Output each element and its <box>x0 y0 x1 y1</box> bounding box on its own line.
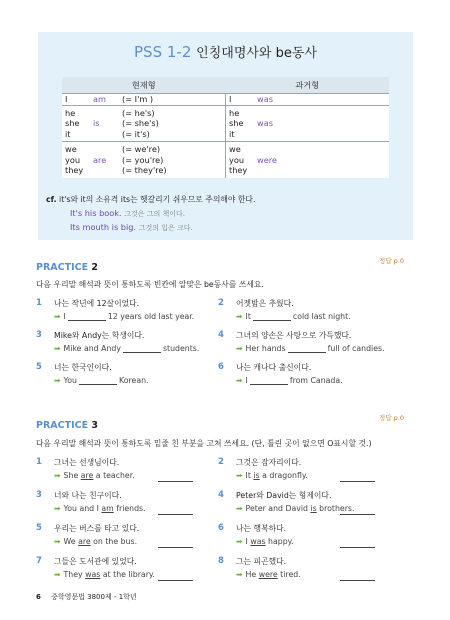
answer-blank[interactable] <box>250 377 288 385</box>
practice-number: 2 <box>91 262 99 273</box>
pronoun: he <box>229 107 240 118</box>
answer-line[interactable] <box>158 481 193 482</box>
english-sentence <box>54 537 137 546</box>
sentence-end: happy. <box>265 537 294 546</box>
english-sentence <box>236 376 343 385</box>
box-title <box>38 42 413 61</box>
answer-blank[interactable] <box>288 345 326 353</box>
pronoun: I <box>229 94 232 104</box>
korean-sentence: 너는 한국인이다. <box>54 363 112 372</box>
pronoun: it <box>65 128 71 139</box>
practice-number: 3 <box>91 420 99 431</box>
cf-note <box>46 194 255 205</box>
english-sentence <box>54 504 146 513</box>
item-number: 1 <box>36 298 42 308</box>
box-title-text: 인칭대명사와 be동사 <box>196 46 317 61</box>
sentence-end: cold last night. <box>292 312 351 321</box>
pronoun: he <box>65 107 76 118</box>
page-number: 6 <box>36 593 41 601</box>
table-row <box>62 105 389 142</box>
sentence-start: They <box>63 570 86 579</box>
korean-sentence: 나는 작년에 12살이었다. <box>54 299 140 308</box>
korean-sentence: 그녀는 선생님이다. <box>54 458 120 467</box>
sentence-end: 12 years old last year. <box>107 312 195 321</box>
arrow-icon: ➡ <box>236 570 243 579</box>
practice-2-instruction: 다음 우리말 해석과 뜻이 통하도록 빈칸에 알맞은 be동사를 쓰세요. <box>36 280 264 289</box>
pronoun: you <box>65 154 81 165</box>
korean-sentence: 그는 피곤했다. <box>236 557 287 566</box>
cf-text: it's와 it의 소유격 its는 헷갈리기 쉬우므로 주의해야 한다. <box>59 195 256 204</box>
sentence-end: brothers. <box>316 504 355 513</box>
item-number: 6 <box>218 523 224 533</box>
korean-sentence: 그녀의 양손은 사탕으로 가득했다. <box>236 331 352 340</box>
english-sentence <box>236 344 385 353</box>
answer-line[interactable] <box>340 481 375 482</box>
sentence-start: It <box>245 471 254 480</box>
sentence-start: I <box>63 312 66 321</box>
answer-ref: 정답 p.0 <box>379 414 404 422</box>
korean-sentence: Mike와 Andy는 학생이다. <box>54 331 145 340</box>
arrow-icon: ➡ <box>236 537 243 546</box>
pronoun: she <box>65 118 80 128</box>
item-number: 2 <box>218 457 224 467</box>
header-present: 현재형 <box>131 80 156 90</box>
arrow-icon: ➡ <box>236 471 243 480</box>
answer-line[interactable] <box>340 547 375 548</box>
answer-blank[interactable] <box>253 313 291 321</box>
answer-line[interactable] <box>158 547 193 548</box>
sentence-end: at the library. <box>100 570 155 579</box>
cf-example-1 <box>70 208 185 219</box>
pronoun: she <box>229 118 244 128</box>
arrow-icon: ➡ <box>236 504 243 513</box>
underlined-word: are <box>78 537 91 546</box>
pronoun: they <box>65 165 84 175</box>
answer-blank[interactable] <box>123 345 161 353</box>
example-en: Its mouth is big. <box>70 222 137 232</box>
arrow-icon: ➡ <box>54 570 61 579</box>
answer-line[interactable] <box>158 514 193 515</box>
sentence-start: Her hands <box>245 344 286 353</box>
underlined-word: was <box>85 570 101 579</box>
answer-ref: 정답 p.0 <box>379 257 404 265</box>
korean-sentence: 나는 행복하다. <box>236 524 287 533</box>
cf-label: cf. <box>46 195 57 204</box>
item-number: 4 <box>218 330 224 340</box>
korean-sentence: 그들은 도서관에 있었다. <box>54 557 137 566</box>
sentence-end: a dragonfly. <box>259 471 308 480</box>
sentence-end: friends. <box>113 504 146 513</box>
pronoun: we <box>65 144 77 154</box>
pronoun: we <box>229 144 241 154</box>
item-number: 7 <box>36 556 42 566</box>
pss-label: PSS 1-2 <box>134 43 192 61</box>
header-past: 과거형 <box>295 80 320 90</box>
be-verb-past: was <box>257 118 273 128</box>
sentence-end: tired. <box>277 570 301 579</box>
item-number: 5 <box>36 362 42 372</box>
pronoun: you <box>229 154 245 165</box>
grammar-box <box>38 32 413 240</box>
practice-3-title <box>36 420 98 431</box>
underlined-word: was <box>250 537 266 546</box>
english-sentence <box>236 537 294 546</box>
sentence-start: I <box>245 376 248 385</box>
answer-line[interactable] <box>158 580 193 581</box>
arrow-icon: ➡ <box>54 537 61 546</box>
example-en: It's his book. <box>70 208 122 218</box>
underlined-word: am <box>101 504 114 513</box>
korean-sentence: 어젯밤은 추웠다. <box>236 299 294 308</box>
underlined-word: is <box>310 504 317 513</box>
korean-sentence: 우리는 버스를 타고 있다. <box>54 524 140 533</box>
sentence-end: on the bus. <box>90 537 138 546</box>
be-verb: is <box>93 118 100 128</box>
be-verb-table <box>62 77 389 178</box>
sentence-start: She <box>63 471 81 480</box>
sentence-start: Mike and Andy <box>63 344 121 353</box>
be-verb-past: were <box>257 154 277 165</box>
table-row <box>62 93 389 105</box>
be-verb: am <box>93 94 106 104</box>
item-number: 3 <box>36 330 42 340</box>
arrow-icon: ➡ <box>54 471 61 480</box>
item-number: 3 <box>36 490 42 500</box>
contraction: (= we're) <box>122 144 161 154</box>
answer-blank[interactable] <box>79 377 117 385</box>
english-sentence <box>54 344 199 353</box>
contraction: (= he's) <box>122 107 155 118</box>
sentence-start: You and I <box>63 504 102 513</box>
korean-sentence: 그것은 잠자리이다. <box>236 458 302 467</box>
table-row <box>62 141 389 178</box>
english-sentence <box>236 570 301 579</box>
arrow-icon: ➡ <box>236 376 243 385</box>
practice-2-title <box>36 262 98 273</box>
arrow-icon: ➡ <box>236 344 243 353</box>
korean-sentence: Peter와 David는 형제이다. <box>236 491 332 500</box>
pronoun: they <box>229 165 248 175</box>
sentence-end: Korean. <box>119 376 149 385</box>
english-sentence <box>54 570 155 579</box>
contraction: (= you're) <box>122 154 164 165</box>
contraction: (= it's) <box>122 128 150 139</box>
english-sentence <box>54 312 194 321</box>
underlined-word: were <box>258 570 278 579</box>
arrow-icon: ➡ <box>54 312 61 321</box>
english-sentence <box>236 312 351 321</box>
sentence-start: It <box>245 312 251 321</box>
sentence-start: I <box>245 537 251 546</box>
contraction: (= I'm ) <box>122 94 154 104</box>
sentence-start: He <box>245 570 259 579</box>
answer-blank[interactable] <box>68 313 106 321</box>
english-sentence <box>54 471 135 480</box>
practice-label: PRACTICE <box>36 420 89 431</box>
item-number: 8 <box>218 556 224 566</box>
korean-sentence: 나는 캐나다 출신이다. <box>236 363 312 372</box>
sentence-end: full of candies. <box>327 344 385 353</box>
be-verb: are <box>93 154 107 165</box>
english-sentence <box>236 504 354 513</box>
item-number: 2 <box>218 298 224 308</box>
pronoun: it <box>229 128 235 139</box>
english-sentence <box>54 376 149 385</box>
item-number: 5 <box>36 523 42 533</box>
practice-label: PRACTICE <box>36 262 89 273</box>
example-kr: 그것의 입은 크다. <box>138 224 193 232</box>
english-sentence <box>236 471 308 480</box>
item-number: 6 <box>218 362 224 372</box>
arrow-icon: ➡ <box>54 504 61 513</box>
underlined-word: are <box>80 471 94 480</box>
korean-sentence: 너와 나는 친구이다. <box>54 491 122 500</box>
sentence-start: You <box>63 376 77 385</box>
contraction: (= she's) <box>122 118 159 128</box>
sentence-start: We <box>63 537 79 546</box>
item-number: 1 <box>36 457 42 467</box>
sentence-end: students. <box>162 344 200 353</box>
sentence-end: a teacher. <box>93 471 135 480</box>
answer-line[interactable] <box>340 514 375 515</box>
practice-3-instruction: 다음 우리말 해석과 뜻이 통하도록 밑줄 친 부분을 고쳐 쓰세요. (단, 틀린 곳이 없으면 O표시할 것.) <box>36 439 372 448</box>
contraction: (= they're) <box>122 165 167 175</box>
answer-line[interactable] <box>340 580 375 581</box>
arrow-icon: ➡ <box>54 376 61 385</box>
sentence-end: from Canada. <box>289 376 343 385</box>
be-verb-past: was <box>257 94 273 104</box>
footer <box>36 592 137 602</box>
example-kr: 그것은 그의 책이다. <box>124 210 186 218</box>
pronoun: I <box>65 94 68 104</box>
book-title: 중학영문법 3800제 - 1학년 <box>51 593 137 601</box>
item-number: 4 <box>218 490 224 500</box>
underlined-word: is <box>253 471 260 480</box>
arrow-icon: ➡ <box>54 344 61 353</box>
arrow-icon: ➡ <box>236 312 243 321</box>
cf-example-2 <box>70 222 193 233</box>
sentence-start: Peter and David <box>245 504 311 513</box>
